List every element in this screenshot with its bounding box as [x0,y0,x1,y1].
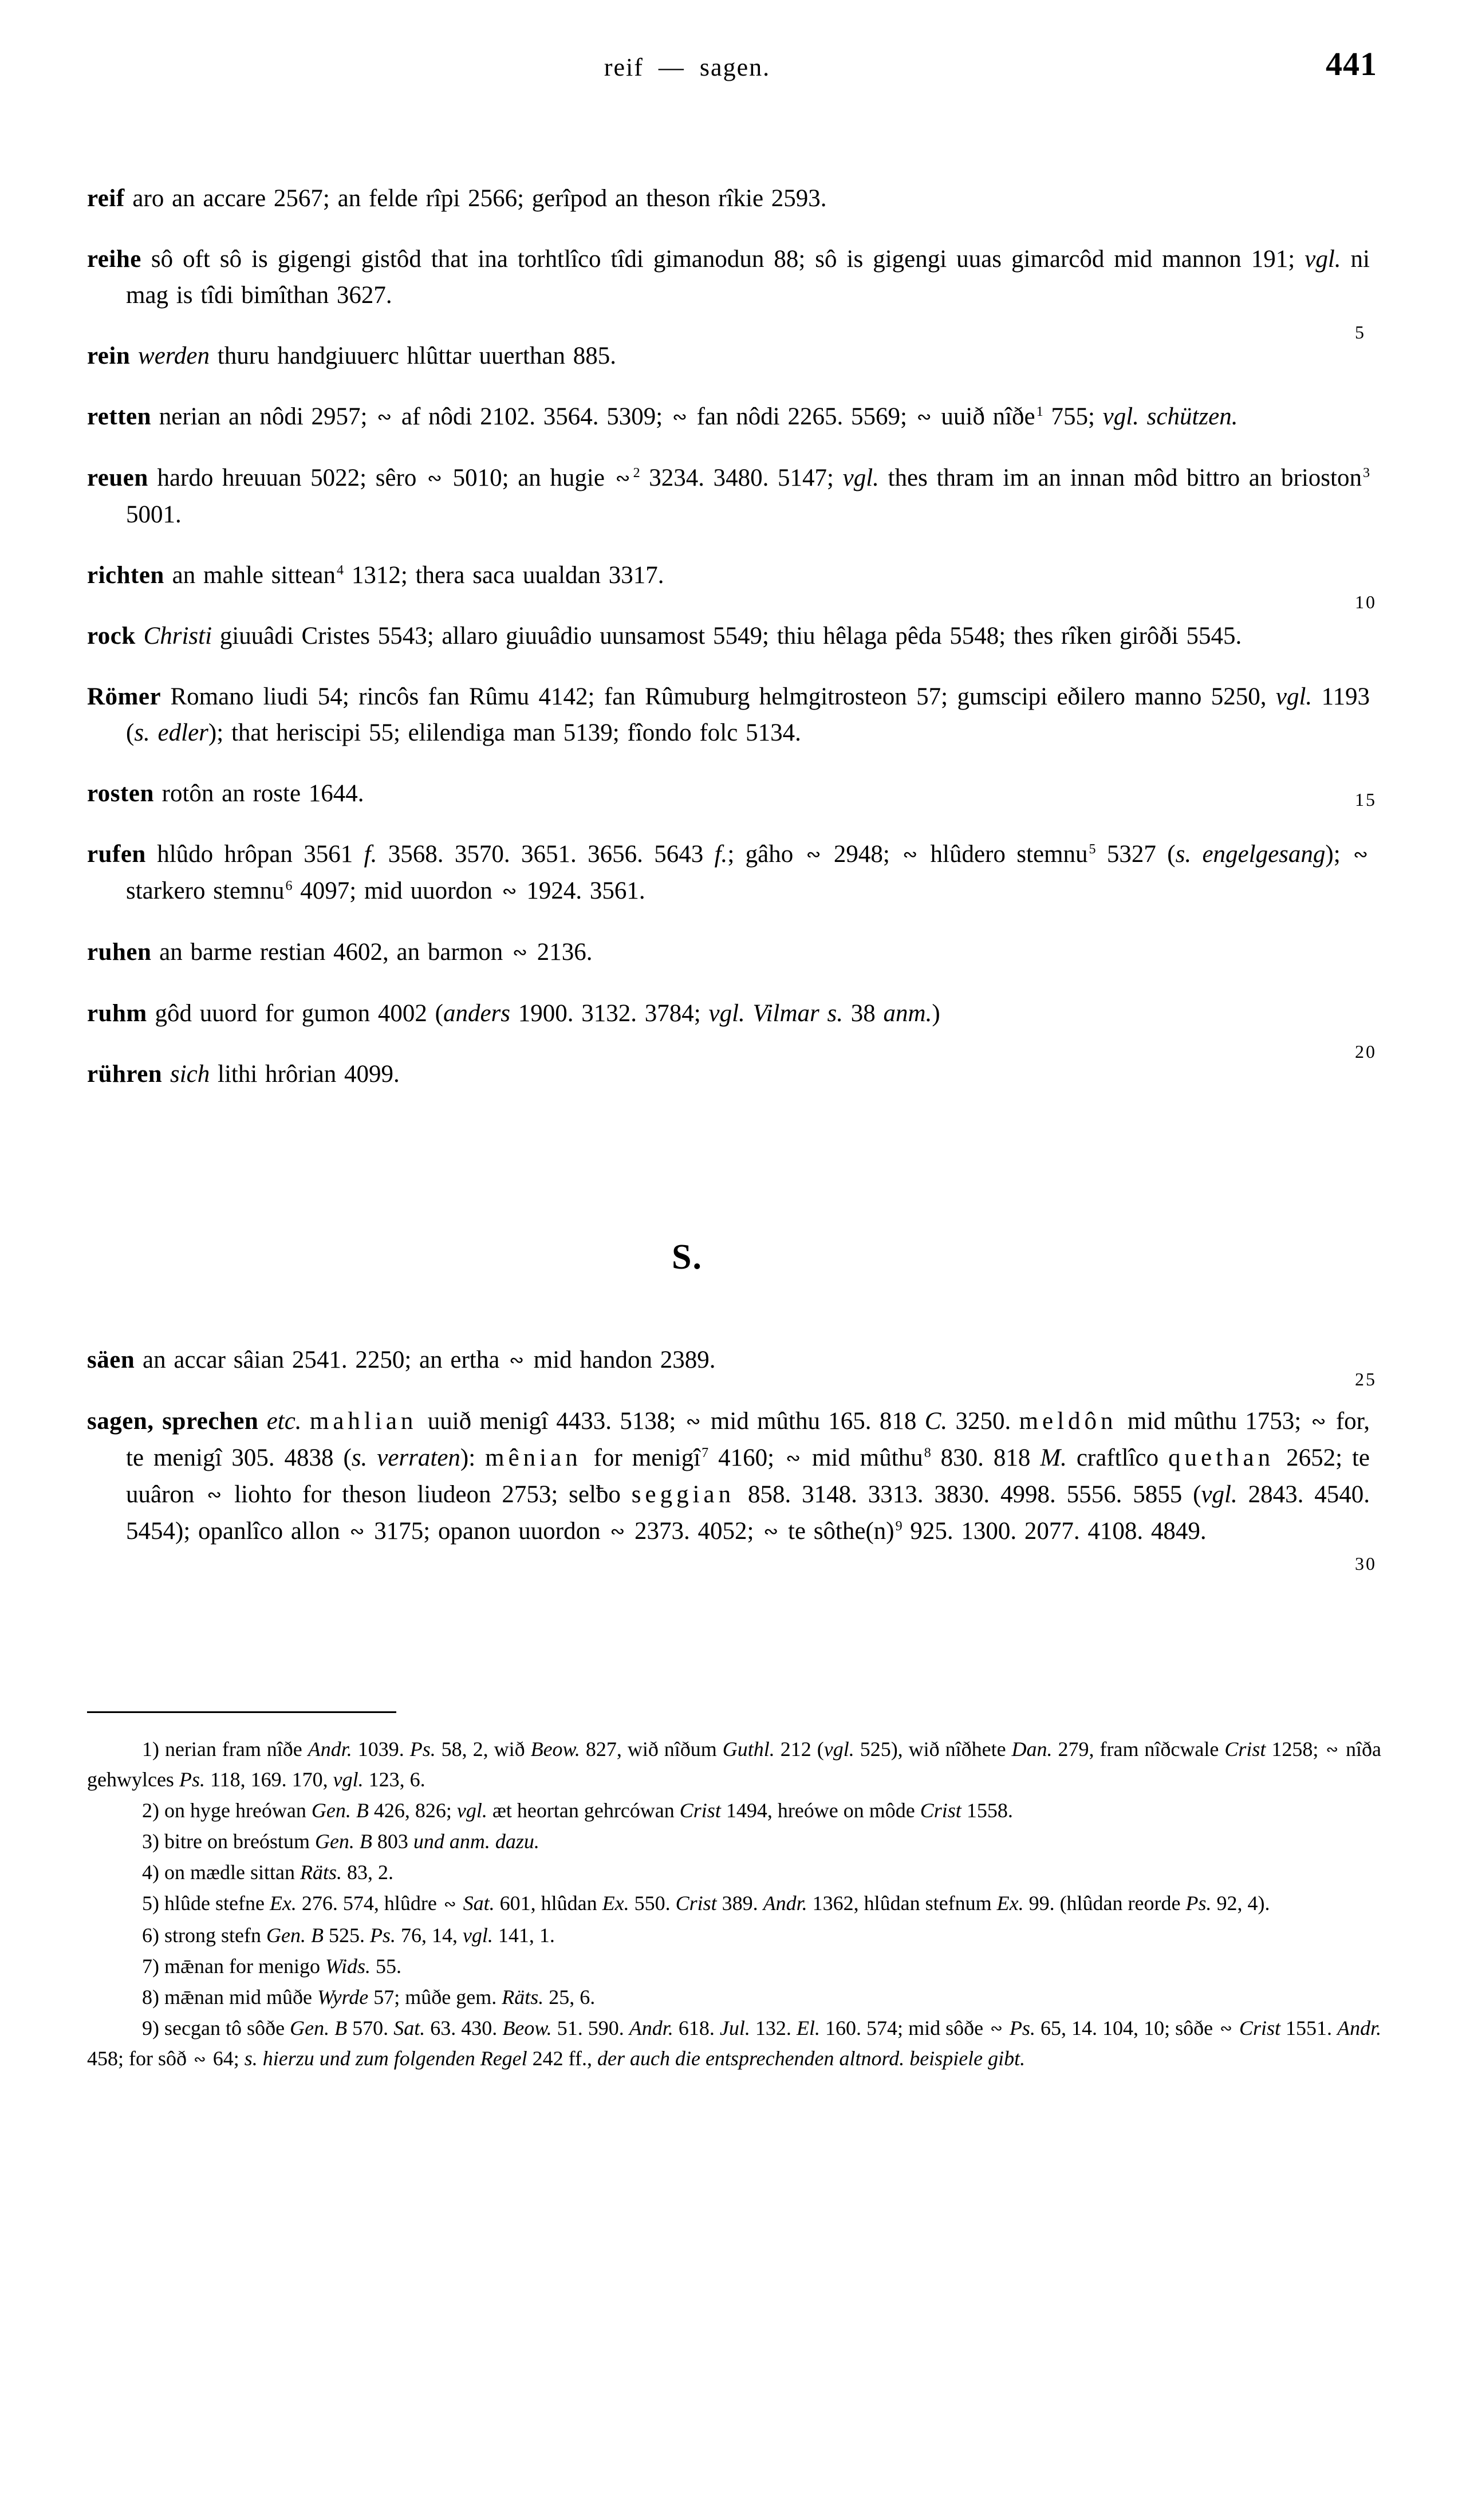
swung-dash-icon: ∾ [502,880,517,901]
entry-body: rotôn an roste 1644. [153,779,364,807]
section-letter-heading: S. [672,1238,703,1277]
glossary-entries-s [87,1317,1370,1550]
swung-dash-icon: ∾ [916,406,932,427]
entry-body: werden thuru handgiuuerc hlûttar uuerthan 885. [138,342,616,369]
dictionary-entry [87,1403,1370,1550]
entry-headword: säen [87,1346,135,1373]
footnote: 7) mǣnan for menigo Wids. 55. [142,1954,401,1978]
line-number: 5 [1355,322,1366,342]
entry-headword: ruhen [87,938,152,966]
dictionary-entry [87,836,1370,909]
entry-body: nerian an nôdi 2957; ∾ af nôdi 2102. 3564. 5309; ∾ fan nôdi 2265. 5569; ∾ uuið nîðe$^1$ 755; vgl. schützen. [151,403,1238,430]
entry-headword: richten [87,561,164,589]
dictionary-entry [87,180,1370,216]
dictionary-entry [87,460,1370,533]
swung-dash-icon: ∾ [349,1521,365,1542]
entry-body: Romano liudi 54; rincôs fan Rûmu 4142; fan Rûmuburg helmgitrosteon 57; gumscipi eðilero manno 5250, vgl. 1193 (s. edler); that heriscipi 55; elilendiga man 5139; fîondo folc 5134. [126,683,1370,746]
footnote: 6) strong stefn Gen. B 525. Ps. 76, 14, vgl. 141, 1. [142,1923,555,1947]
entry-headword: rühren [87,1060,163,1088]
line-number: 10 [1355,592,1377,612]
dictionary-entry [87,1056,1370,1092]
entry-headword: retten [87,403,152,430]
page-number: 441 [1326,45,1377,82]
footnote: 3) bitre on breóstum Gen. B 803 und anm. dazu. [142,1830,539,1853]
entry-headword: rosten [87,779,154,807]
swung-dash-icon: ∾ [509,1349,524,1371]
dictionary-entry [87,934,1370,971]
entry-headword: rufen [87,840,146,868]
dictionary-entry [87,618,1370,654]
swung-dash-icon: ∾ [377,406,392,427]
entry-headword: reuen [87,464,148,491]
entry-headword: reif [87,185,125,212]
footnotes-block [87,1734,1381,2076]
swung-dash-icon: ∾ [1311,1411,1326,1432]
line-number: 15 [1355,789,1377,810]
swung-dash-icon: ∾ [672,406,687,427]
footnote: 5) hlûde stefne Ex. 276. 574, hlûdre ∾ Sat. 601, hlûdan Ex. 550. Crist 389. Andr. 1362, hlûdan stefnum Ex. 99. (hlûdan reorde Ps. 92, 4). [142,1892,1270,1915]
swung-dash-icon: ∾ [513,942,527,963]
swung-dash-icon: ∾ [615,467,630,489]
footnote: 1) nerian fram nîðe Andr. 1039. Ps. 58, 2, wið Beow. 827, wið nîðum Guthl. 212 (vgl. 525), wið nîðhete Dan. 279, fram nîðcwale Crist 1258; ∾ nîða gehwylces Ps. 118, 169. 170, vgl. 123, 6. [87,1738,1381,1791]
entry-body: an barme restian 4602, an barmon ∾ 2136. [151,938,593,966]
swung-dash-icon: ∾ [194,2050,206,2068]
entry-body: aro an accare 2567; an felde rîpi 2566; gerîpod an theson rîkie 2593. [124,185,827,212]
entry-headword: sagen, sprechen [87,1407,259,1435]
swung-dash-icon: ∾ [610,1521,625,1542]
swung-dash-icon: ∾ [806,844,821,865]
entry-headword: Römer [87,683,161,710]
entry-headword: reihe [87,246,141,273]
dictionary-entry [87,995,1370,1031]
entry-body: sô oft sô is gigengi gistôd that ina torhtlîco tîdi gimanodun 88; sô is gigengi uuas gimarcôd mid mannon 191; vgl. ni mag is tîdi bimîthan 3627. [126,246,1370,309]
line-number: 25 [1355,1369,1377,1389]
swung-dash-icon: ∾ [1220,2020,1232,2038]
footnote-rule [87,1711,396,1713]
dictionary-entry [87,399,1370,435]
swung-dash-icon: ∾ [427,467,442,489]
swung-dash-icon: ∾ [443,1895,456,1913]
entry-body: hlûdo hrôpan 3561 f. 3568. 3570. 3651. 3656. 5643 f.; gâho ∾ 2948; ∾ hlûdero stemnu$^5$ 5327 (s. engelgesang); ∾ starkero stemnu$^6$ 4097; mid uuordon ∾ 1924. 3561. [126,841,1370,904]
swung-dash-icon: ∾ [207,1484,222,1505]
entry-headword: rein [87,342,131,369]
entry-body: sich lithi hrôrian 4099. [170,1060,400,1088]
footnote: 8) mǣnan mid mûðe Wyrde 57; mûðe gem. Räts. 25, 6. [142,1985,596,2009]
running-head-title: reif — sagen. [604,53,771,81]
dictionary-entry [87,241,1370,313]
line-number: 20 [1355,1041,1377,1062]
entry-body: an accar sâian 2541. 2250; an ertha ∾ mid handon 2389. [135,1346,716,1373]
running-head [0,45,1466,93]
footnote: 4) on mædle sittan Räts. 83, 2. [142,1861,393,1884]
entry-body: gôd uuord for gumon 4002 (anders 1900. 3132. 3784; vgl. Vilmar s. 38 anm.) [147,999,940,1027]
swung-dash-icon: ∾ [763,1521,779,1542]
swung-dash-icon: ∾ [903,844,918,865]
entry-body: an mahle sittean$^4$ 1312; thera saca uualdan 3317. [164,561,664,589]
dictionary-entry [87,775,1370,812]
glossary-entries-r [87,156,1370,1092]
entry-body: etc. mahlian uuið menigî 4433. 5138; ∾ mid mûthu 165. 818 C. 3250. meldôn mid mûthu 1753; ∾ for, te menigî 305. 4838 (s. verraten): mênian for menigî$^7$ 4160; ∾ mid mûthu$^8$ 830. 818 M. craftlîco quethan 2652; te uuâron ∾ liohto for theson liudeon 2753; selƀo seggian 858. 3148. 3313. 3830. 4998. 5556. 5855 (vgl. 2843. 4540. 5454); opanlîco allon ∾ 3175; opanon uuordon ∾ 2373. 4052; ∾ te $sôthe(n)^9$ 925. 1300. 2077. 4108. 4849. [126,1407,1370,1545]
line-number: 30 [1355,1553,1377,1574]
dictionary-entry [87,679,1370,751]
entry-headword: ruhm [87,999,147,1027]
entry-body: hardo hreuuan 5022; sêro ∾ 5010; an hugie ∾ $^2$ 3234. 3480. 5147; vgl. thes thram im an innan môd bittro an brioston$^3$ 5001. [126,464,1370,528]
footnote: 9) secgan tô sôðe Gen. B 570. Sat. 63. 430. Beow. 51. 590. Andr. 618. Jul. 132. El. 160. 574; mid sôðe ∾ Ps. 65, 14. 104, 10; sôðe ∾ Crist 1551. Andr. 458; for sôð ∾ 64; s. hierzu und zum folgenden Regel 242 ff., der auch die entsprechenden altnord. beispiele gibt. [87,2016,1382,2070]
swung-dash-icon: ∾ [786,1447,801,1468]
swung-dash-icon: ∾ [990,2020,1003,2038]
entry-headword: rock [87,622,136,649]
dictionary-entry [87,557,1370,593]
swung-dash-icon: ∾ [1353,844,1368,865]
dictionary-entry [87,1342,1370,1379]
swung-dash-icon: ∾ [685,1411,701,1432]
dictionary-entry [87,338,1370,374]
footnote: 2) on hyge hreówan Gen. B 426, 826; vgl. æt heortan gehrcówan Crist 1494, hreówe on môde Crist 1558. [142,1799,1013,1822]
swung-dash-icon: ∾ [1326,1741,1339,1759]
entry-body: Christi giuuâdi Cristes 5543; allaro giuuâdio uunsamost 5549; thiu hêlaga pêda 5548; thes rîken girôði 5545. [143,622,1242,649]
